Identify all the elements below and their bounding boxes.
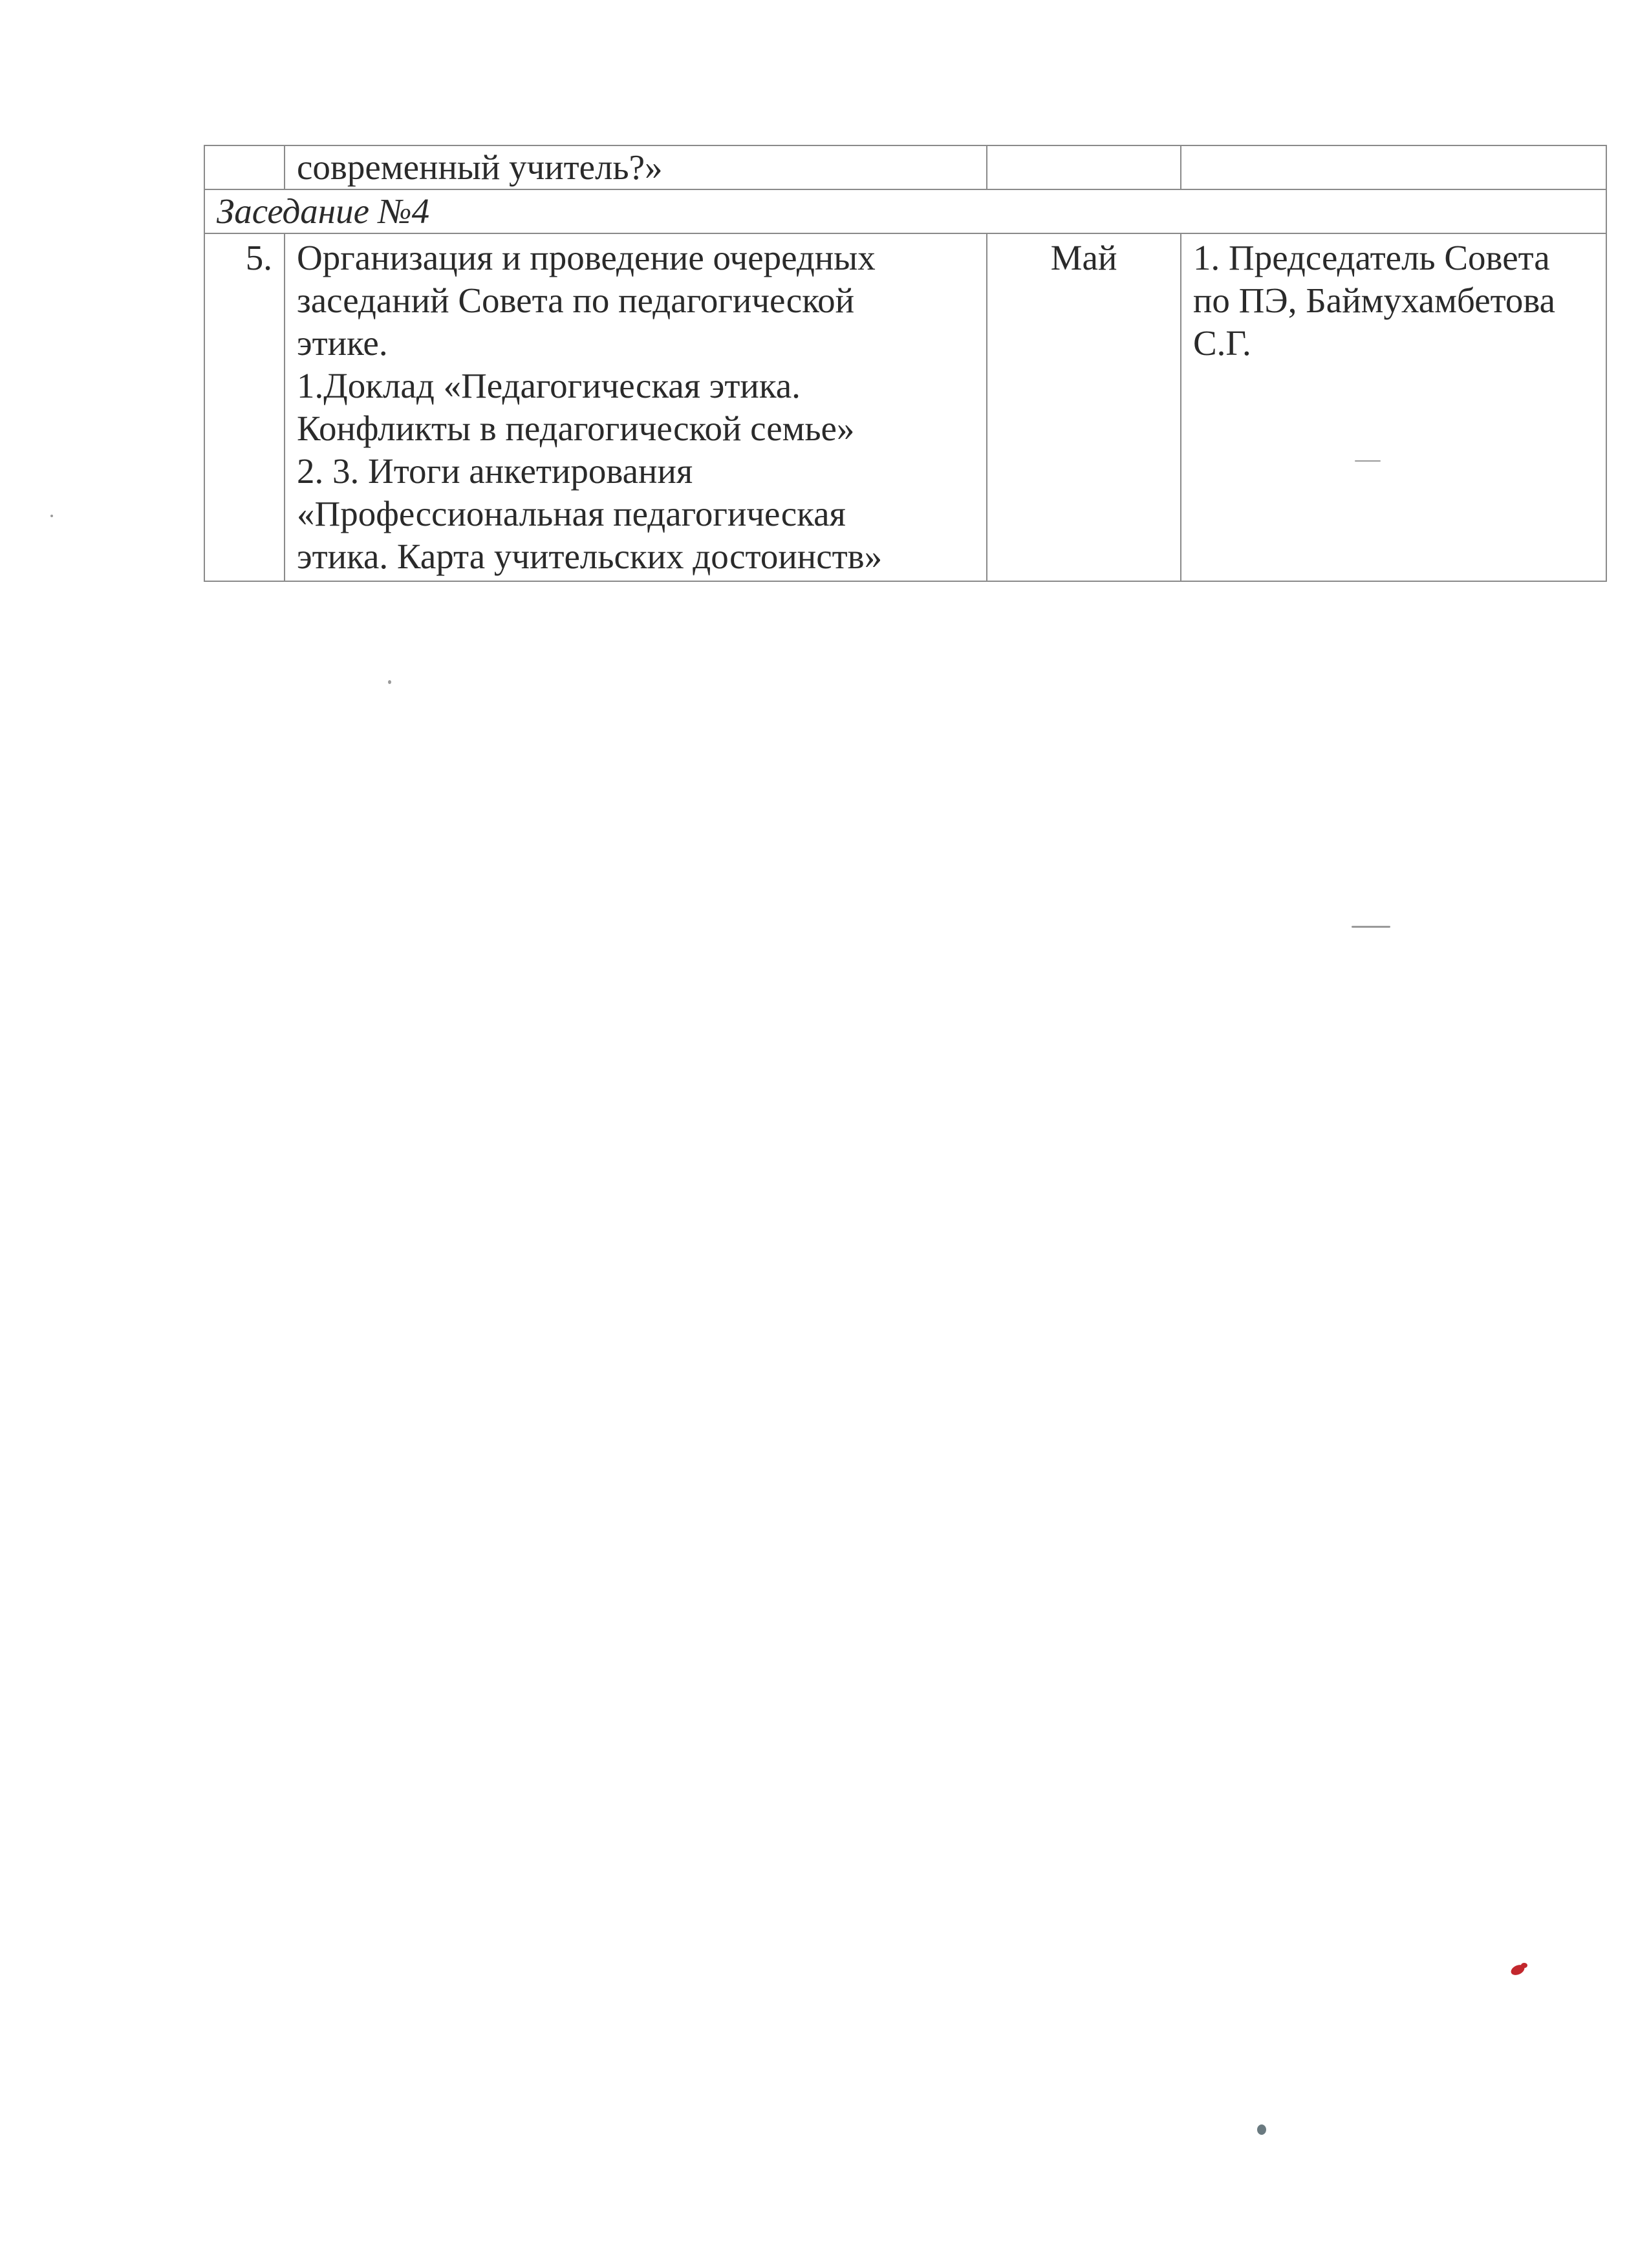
scan-speck	[1355, 460, 1381, 462]
cell-responsible	[1181, 233, 1606, 581]
table-row-item	[204, 233, 1606, 581]
responsible-line: С.Г.	[1193, 323, 1251, 363]
event-line: заседаний Совета по педагогической	[297, 281, 855, 320]
event-line: Конфликты в педагогической семье»	[297, 409, 855, 448]
cell-event: современный учитель?»	[285, 145, 987, 189]
event-line: 1.Доклад «Педагогическая этика.	[297, 366, 801, 405]
cell-date	[987, 145, 1181, 189]
cell-event	[285, 233, 987, 581]
event-line: Организация и проведение очередных	[297, 238, 876, 277]
event-line: 2. 3. Итоги анкетирования	[297, 451, 693, 491]
scan-speck	[1352, 926, 1390, 928]
event-line: этике.	[297, 323, 388, 363]
cell-number: 5.	[204, 233, 285, 581]
cell-responsible	[1181, 145, 1606, 189]
section-title: Заседание №4	[204, 189, 1606, 233]
plan-table	[204, 145, 1607, 582]
cell-date: Май	[987, 233, 1181, 581]
responsible-line: по ПЭ, Баймухамбетова	[1193, 281, 1556, 320]
scan-speck	[1257, 2124, 1266, 2135]
scan-speck	[388, 680, 391, 684]
event-line: этика. Карта учительских достоинств»	[297, 537, 883, 576]
responsible-line: 1. Председатель Совета	[1193, 238, 1550, 277]
scan-speck	[50, 515, 53, 517]
table-row-section	[204, 189, 1606, 233]
event-line: «Профессиональная педагогическая	[297, 494, 846, 533]
cell-number	[204, 145, 285, 189]
ink-mark	[1521, 1963, 1527, 1968]
table-row-continuation	[204, 145, 1606, 189]
